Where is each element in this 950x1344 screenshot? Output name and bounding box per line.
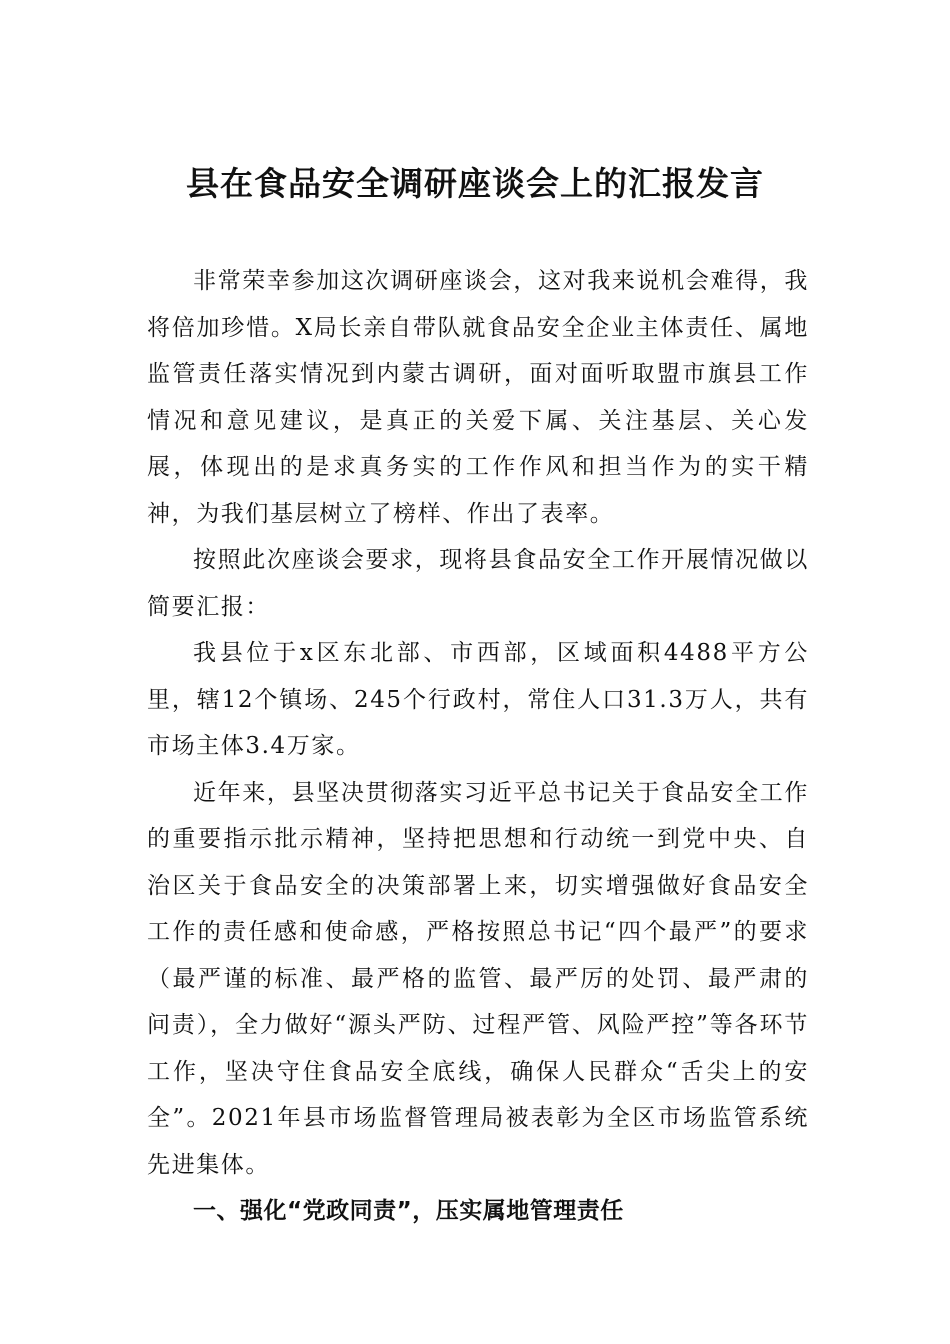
section-heading: 一、强化“党政同责”，压实属地管理责任: [193, 1198, 624, 1224]
paragraph-county-overview: 我县位于x区东北部、市西部，区域面积4488平方公里，辖12个镇场、245个行政村，常住人口31.3万人，共有市场主体3.4万家。: [147, 640, 809, 759]
document-body: [147, 258, 809, 1235]
paragraph-recent-work: 近年来，县坚决贯彻落实习近平总书记关于食品安全工作的重要指示批示精神，坚持把思想和行动统一到党中央、自治区关于食品安全的决策部署上来，切实增强做好食品安全工作的责任感和使命感，严格按照总书记“四个最严”的要求（最严谨的标准、最严格的监管、最严厉的处罚、最严肃的问责），全力做好“源头严防、过程严管、风险严控”等各环节工作，坚决守住食品安全底线，确保人民群众“舌尖上的安全”。2021年县市场监督管理局被表彰为全区市场监管系统先进集体。: [147, 779, 809, 1178]
paragraph-report-request: 按照此次座谈会要求，现将县食品安全工作开展情况做以简要汇报：: [147, 547, 809, 620]
paragraph-intro: 非常荣幸参加这次调研座谈会，这对我来说机会难得，我将倍加珍惜。X局长亲自带队就食品安全企业主体责任、属地监管责任落实情况到内蒙古调研，面对面听取盟市旗县工作情况和意见建议，是真正的关爱下属、关注基层、关心发展，体现出的是求真务实的工作作风和担当作为的实干精神，为我们基层树立了榜样、作出了表率。: [147, 268, 809, 527]
document-title: 县在食品安全调研座谈会上的汇报发言: [186, 164, 764, 203]
